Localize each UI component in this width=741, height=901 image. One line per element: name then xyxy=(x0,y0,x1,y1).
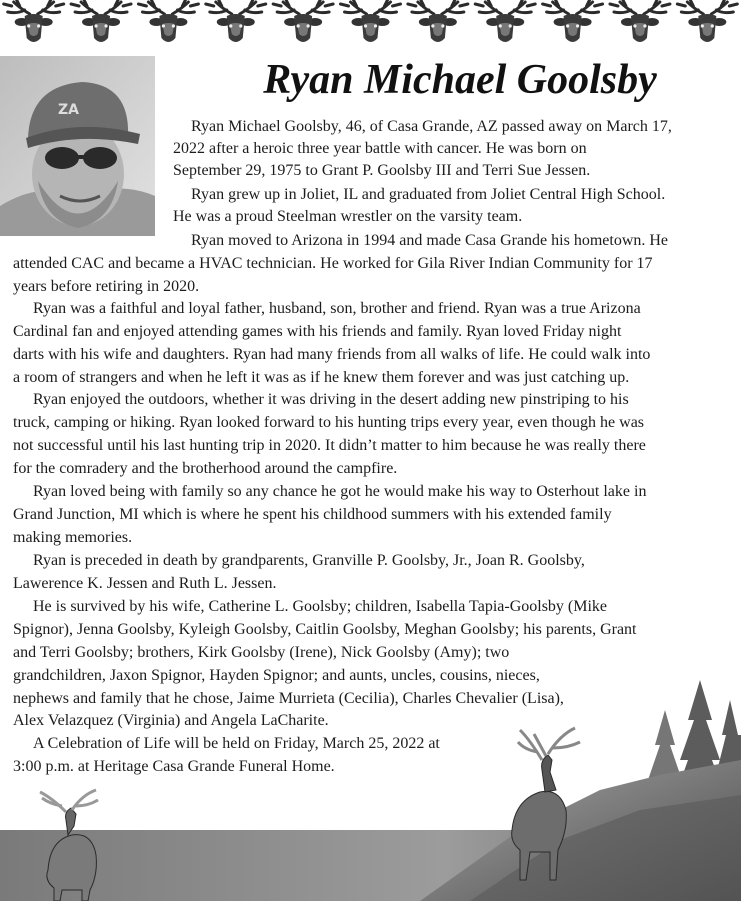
body-line: making memories. xyxy=(13,529,133,546)
body-line: Ryan was a faithful and loyal father, husband, son, brother and friend. Ryan was a true Arizona xyxy=(33,300,641,317)
svg-text:ZA: ZA xyxy=(58,102,79,118)
deer-head-icon xyxy=(4,0,64,42)
deer-head-icon xyxy=(677,0,737,42)
body-line: Lawerence K. Jessen and Ruth L. Jessen. xyxy=(13,575,277,592)
portrait-photo xyxy=(0,56,155,236)
body-line: Ryan enjoyed the outdoors, whether it was driving in the desert adding new pinstriping to his xyxy=(33,391,629,408)
body-line: He is survived by his wife, Catherine L. Goolsby; children, Isabella Tapia-Goolsby (Mike xyxy=(33,598,608,615)
body-line: not successful until his last hunting trip in 2020. It didn’t matter to him because he was really there xyxy=(13,437,646,454)
body-line: a room of strangers and when he left it was as if he knew them forever and was just catching up. xyxy=(13,369,630,386)
body-line: Ryan is preceded in death by grandparents, Granville P. Goolsby, Jr., Joan R. Goolsby, xyxy=(33,552,585,569)
body-line: truck, camping or hiking. Ryan looked forward to his hunting trips every year, even though he was xyxy=(13,414,645,431)
deer-head-icon xyxy=(610,0,670,42)
body-line: Alex Velazquez (Virginia) and Angela LaCharite. xyxy=(13,712,329,729)
deer-head-icon xyxy=(138,0,198,42)
obituary-title: Ryan Michael Goolsby xyxy=(263,57,657,103)
body-line: September 29, 1975 to Grant P. Goolsby III and Terri Sue Jessen. xyxy=(173,162,591,179)
body-line: nephews and family that he chose, Jaime Murrieta (Cecilia), Charles Chevalier (Lisa), xyxy=(13,690,564,707)
body-line: 2022 after a heroic three year battle with cancer. He was born on xyxy=(173,140,587,157)
body-line: Ryan Michael Goolsby, 46, of Casa Grande, AZ passed away on March 17, xyxy=(191,118,672,135)
body-line: darts with his wife and daughters. Ryan had many friends from all walks of life. He could walk into xyxy=(13,346,651,363)
body-line: Ryan loved being with family so any chance he got he would make his way to Osterhout lake in xyxy=(33,483,647,500)
body-line: Cardinal fan and enjoyed attending games with his friends and family. Ryan loved Friday night xyxy=(13,323,622,340)
body-line: attended CAC and became a HVAC technician. He worked for Gila River Indian Community for 17 xyxy=(13,255,653,272)
body-line: grandchildren, Jaxon Spignor, Hayden Spignor; and aunts, uncles, cousins, nieces, xyxy=(13,667,540,684)
deer-head-icon xyxy=(71,0,131,42)
deer-head-icon xyxy=(341,0,401,42)
body-line: 3:00 p.m. at Heritage Casa Grande Funeral Home. xyxy=(13,758,335,775)
deer-head-icon xyxy=(408,0,468,42)
body-line: for the comradery and the brotherhood around the campfire. xyxy=(13,460,398,477)
deer-head-icon xyxy=(475,0,535,42)
body-line: Ryan moved to Arizona in 1994 and made Casa Grande his hometown. He xyxy=(191,232,669,249)
deer-head-icon xyxy=(273,0,333,42)
deer-head-border xyxy=(0,0,741,50)
body-line: He was a proud Steelman wrestler on the varsity team. xyxy=(173,208,523,225)
body-line: Grand Junction, MI which is where he spent his childhood summers with his extended family xyxy=(13,506,612,523)
body-line: years before retiring in 2020. xyxy=(13,278,200,295)
elk-mountain-scene xyxy=(0,680,741,901)
deer-head-icon xyxy=(543,0,603,42)
body-line: Spignor), Jenna Goolsby, Kyleigh Goolsby, Caitlin Goolsby, Meghan Goolsby; his parents, Grant xyxy=(13,621,637,638)
body-line: Ryan grew up in Joliet, IL and graduated from Joliet Central High School. xyxy=(191,186,666,203)
body-line: A Celebration of Life will be held on Friday, March 25, 2022 at xyxy=(33,735,440,752)
deer-head-icon xyxy=(206,0,266,42)
body-line: and Terri Goolsby; brothers, Kirk Goolsby (Irene), Nick Goolsby (Amy); two xyxy=(13,644,510,661)
